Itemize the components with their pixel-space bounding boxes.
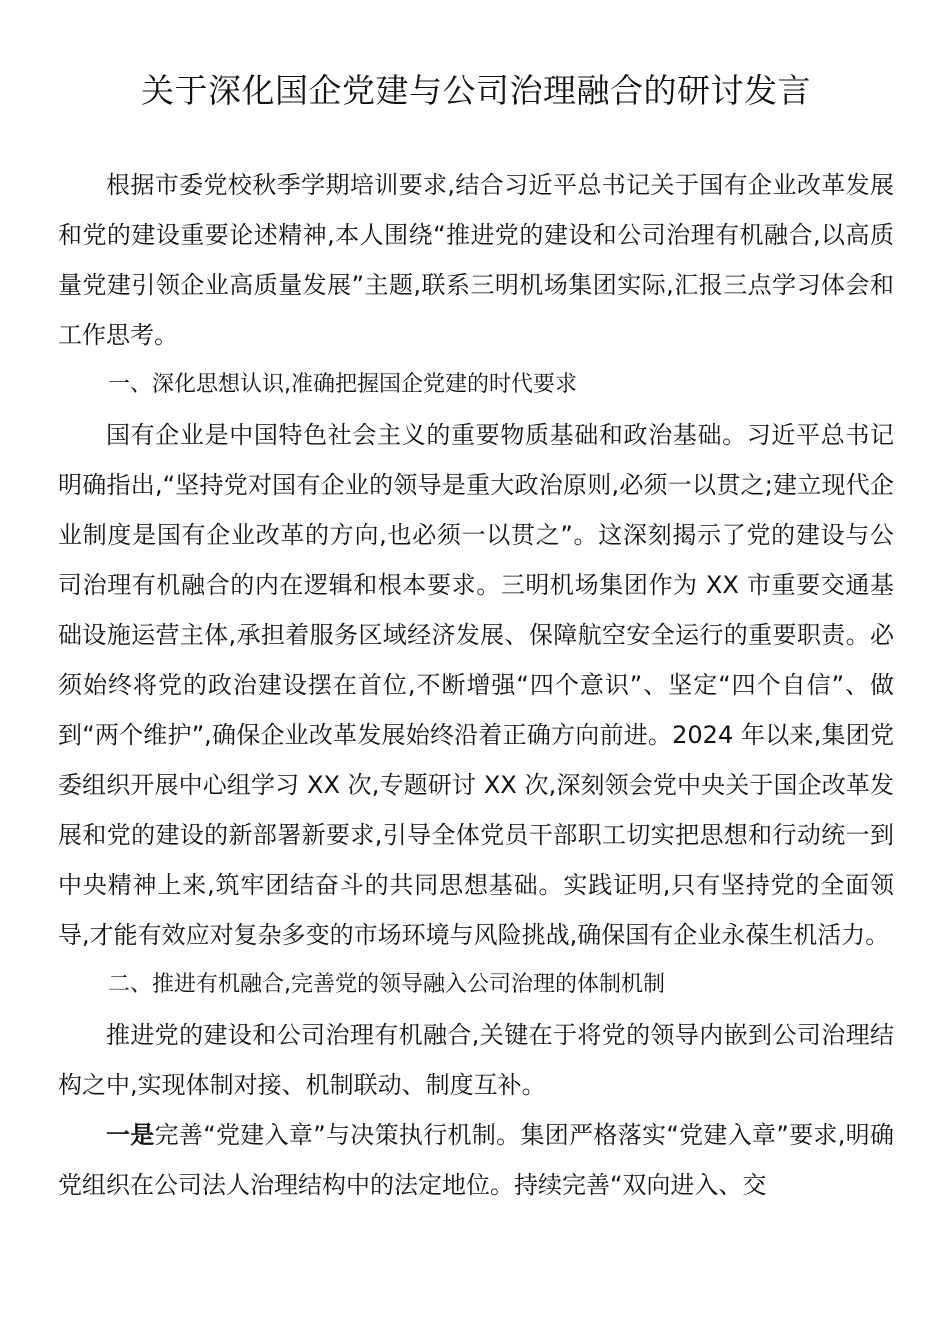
- section-2-heading: 二、推进有机融合,完善党的领导融入公司治理的体制机制: [108, 972, 665, 997]
- section-2-point-1-paragraph: [58, 1110, 894, 1210]
- document-page: [58, 64, 894, 1210]
- section-1-paragraph: 国有企业是中国特色社会主义的重要物质基础和政治基础。习近平总书记明确指出,“坚持党对国有企业的领导是重大政治原则,必须一以贯之;建立现代企业制度是国有企业改革的方向,也必须一以贯之”。这深刻揭示了党的建设与公司治理有机融合的内在逻辑和根本要求。三明机场集团作为 XX 市重要交通基础设施运营主体,承担着服务区域经济发展、保障航空安全运行的重要职责。必须始终将党的政治建设摆在首位,不断增强“四个意识”、坚定“四个自信”、做到“两个维护”,确保企业改革发展始终沿着正确方向前进。2024 年以来,集团党委组织开展中心组学习 XX 次,专题研讨 XX 次,深刻领会党中央关于国企改革发展和党的建设的新部署新要求,引导全体党员干部职工切实把思想和行动统一到中央精神上来,筑牢团结奋斗的共同思想基础。实践证明,只有坚持党的全面领导,才能有效应对复杂多变的市场环境与风险挑战,确保国有企业永葆生机活力。: [58, 421, 894, 949]
- point-1-text: 完善“党建入章”与决策执行机制。集团严格落实“党建入章”要求,明确党组织在公司法人治理结构中的法定地位。持续完善“双向进入、交: [58, 1121, 894, 1199]
- point-1-lead: 一是: [106, 1121, 155, 1149]
- section-2-paragraph: 推进党的建设和公司治理有机融合,关键在于将党的领导内嵌到公司治理结构之中,实现体制对接、机制联动、制度互补。: [58, 1021, 894, 1099]
- document-title: 关于深化国企党建与公司治理融合的研讨发言: [141, 71, 811, 110]
- intro-paragraph: 根据市委党校秋季学期培训要求,结合习近平总书记关于国有企业改革发展和党的建设重要论述精神,本人围绕“推进党的建设和公司治理有机融合,以高质量党建引领企业高质量发展”主题,联系三明机场集团实际,汇报三点学习体会和工作思考。: [58, 171, 894, 349]
- section-1-heading: 一、深化思想认识,准确把握国企党建的时代要求: [108, 372, 577, 397]
